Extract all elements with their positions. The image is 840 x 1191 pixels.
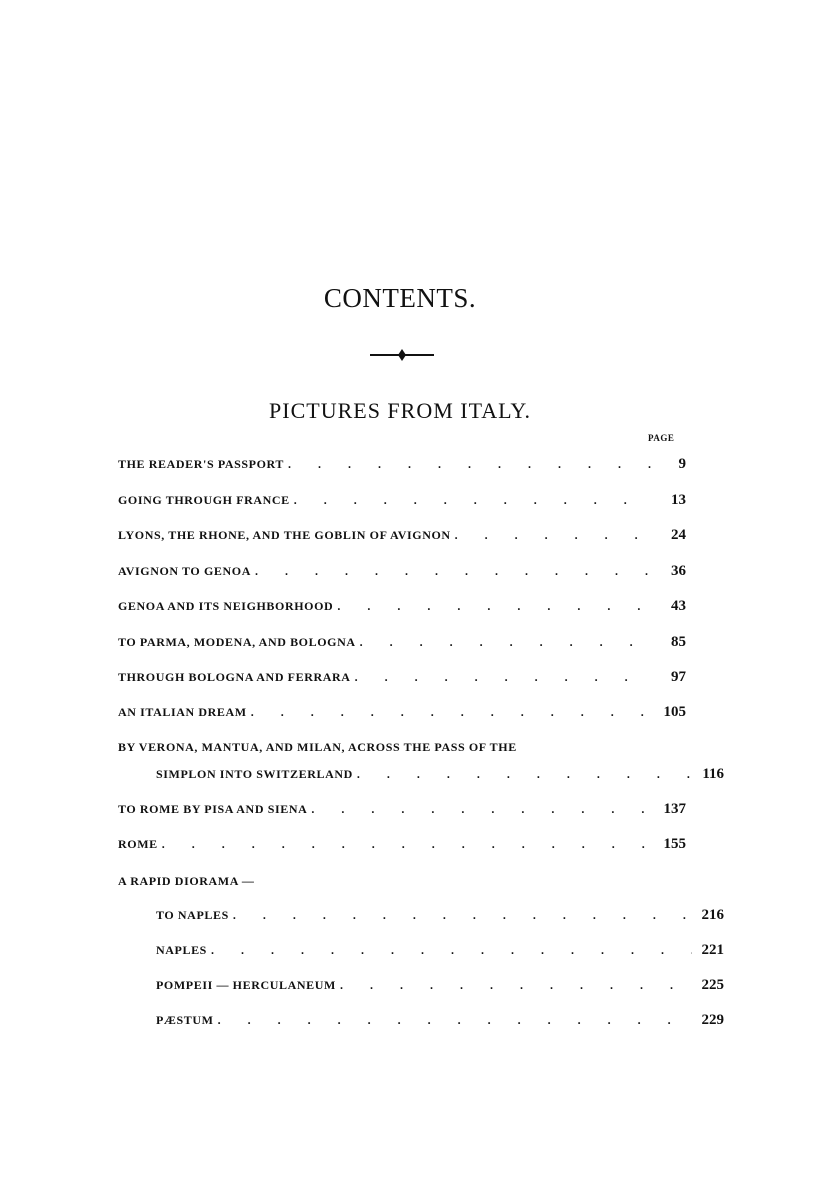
- toc-entry-title: GENOA AND ITS NEIGHBORHOOD: [118, 599, 334, 613]
- toc-entry-page: 13: [671, 492, 686, 508]
- toc-entry-title: THE READER'S PASSPORT: [118, 457, 284, 471]
- toc-entry-title: THROUGH BOLOGNA AND FERRARA: [118, 670, 351, 684]
- toc-entry-page: 97: [671, 669, 686, 685]
- toc-entry-page: 216: [701, 907, 724, 923]
- toc-entry: [118, 907, 724, 924]
- toc-entry: [118, 669, 686, 686]
- toc-entry: [118, 634, 686, 651]
- toc-entry: [118, 801, 686, 818]
- dot-leader: [355, 670, 654, 685]
- dot-leader: [357, 767, 692, 782]
- toc-entry-title-continued: SIMPLON INTO SWITZERLAND: [156, 767, 353, 781]
- dot-leader: [251, 705, 654, 720]
- dot-leader: [311, 802, 654, 817]
- toc-entry: [118, 563, 686, 580]
- toc-entry-title: BY VERONA, MANTUA, AND MILAN, ACROSS THE PASS OF THE: [118, 740, 517, 754]
- dot-leader: [162, 837, 654, 852]
- toc-entry: [118, 977, 724, 994]
- toc-entry-page: 24: [671, 527, 686, 543]
- toc-entry: [118, 942, 724, 959]
- dot-leader: [340, 978, 692, 993]
- toc-entry-title: TO ROME BY PISA AND SIENA: [118, 802, 308, 816]
- toc-entry-page: 43: [671, 598, 686, 614]
- toc-entry-title: PÆSTUM: [156, 1013, 214, 1027]
- toc-entry-page: 85: [671, 634, 686, 650]
- dot-leader: [211, 943, 692, 958]
- toc-entry: [118, 1012, 724, 1029]
- dot-leader: [294, 493, 654, 508]
- page-title: CONTENTS.: [323, 283, 477, 313]
- toc-entry-title: ROME: [118, 837, 158, 851]
- dot-leader: [233, 908, 692, 923]
- dot-leader: [288, 457, 654, 472]
- toc-entry: [118, 527, 686, 544]
- toc-entry-page: 116: [702, 766, 724, 782]
- toc-entry-title: NAPLES: [156, 943, 207, 957]
- toc-entry-title: TO NAPLES: [156, 908, 229, 922]
- toc-entry: [118, 456, 686, 473]
- toc-entry-title: LYONS, THE RHONE, AND THE GOBLIN OF AVIGNON: [118, 528, 451, 542]
- section-title: PICTURES FROM ITALY.: [269, 398, 531, 423]
- dot-leader: [337, 599, 654, 614]
- toc-entry-title: AVIGNON TO GENOA: [118, 564, 251, 578]
- toc-entry-page: 105: [663, 704, 686, 720]
- toc-entry-page: 221: [701, 942, 724, 958]
- toc-entry-title: TO PARMA, MODENA, AND BOLOGNA: [118, 635, 356, 649]
- page-column-label: PAGE: [648, 433, 675, 443]
- toc-entry: [118, 766, 724, 783]
- dot-leader: [255, 564, 654, 579]
- toc-entry-title: GOING THROUGH FRANCE: [118, 493, 290, 507]
- toc-entry-page: 225: [701, 977, 724, 993]
- dot-leader: [455, 528, 654, 543]
- toc-section-heading: A RAPID DIORAMA —: [118, 874, 255, 888]
- toc-entry-title: POMPEII — HERCULANEUM: [156, 978, 336, 992]
- toc-entry: [118, 836, 686, 853]
- toc-entry-title: AN ITALIAN DREAM: [118, 705, 247, 719]
- toc-entry: [118, 598, 686, 615]
- toc-entry: [118, 492, 686, 509]
- ornament-divider: [370, 348, 434, 362]
- toc-entry-page: 137: [663, 801, 686, 817]
- dot-leader: [218, 1013, 692, 1028]
- toc-entry-page: 229: [701, 1012, 724, 1028]
- toc-entry-page: 155: [663, 836, 686, 852]
- toc-entry-page: 9: [678, 456, 686, 472]
- toc-entry: [118, 704, 686, 721]
- dot-leader: [360, 635, 654, 650]
- toc-entry-page: 36: [671, 563, 686, 579]
